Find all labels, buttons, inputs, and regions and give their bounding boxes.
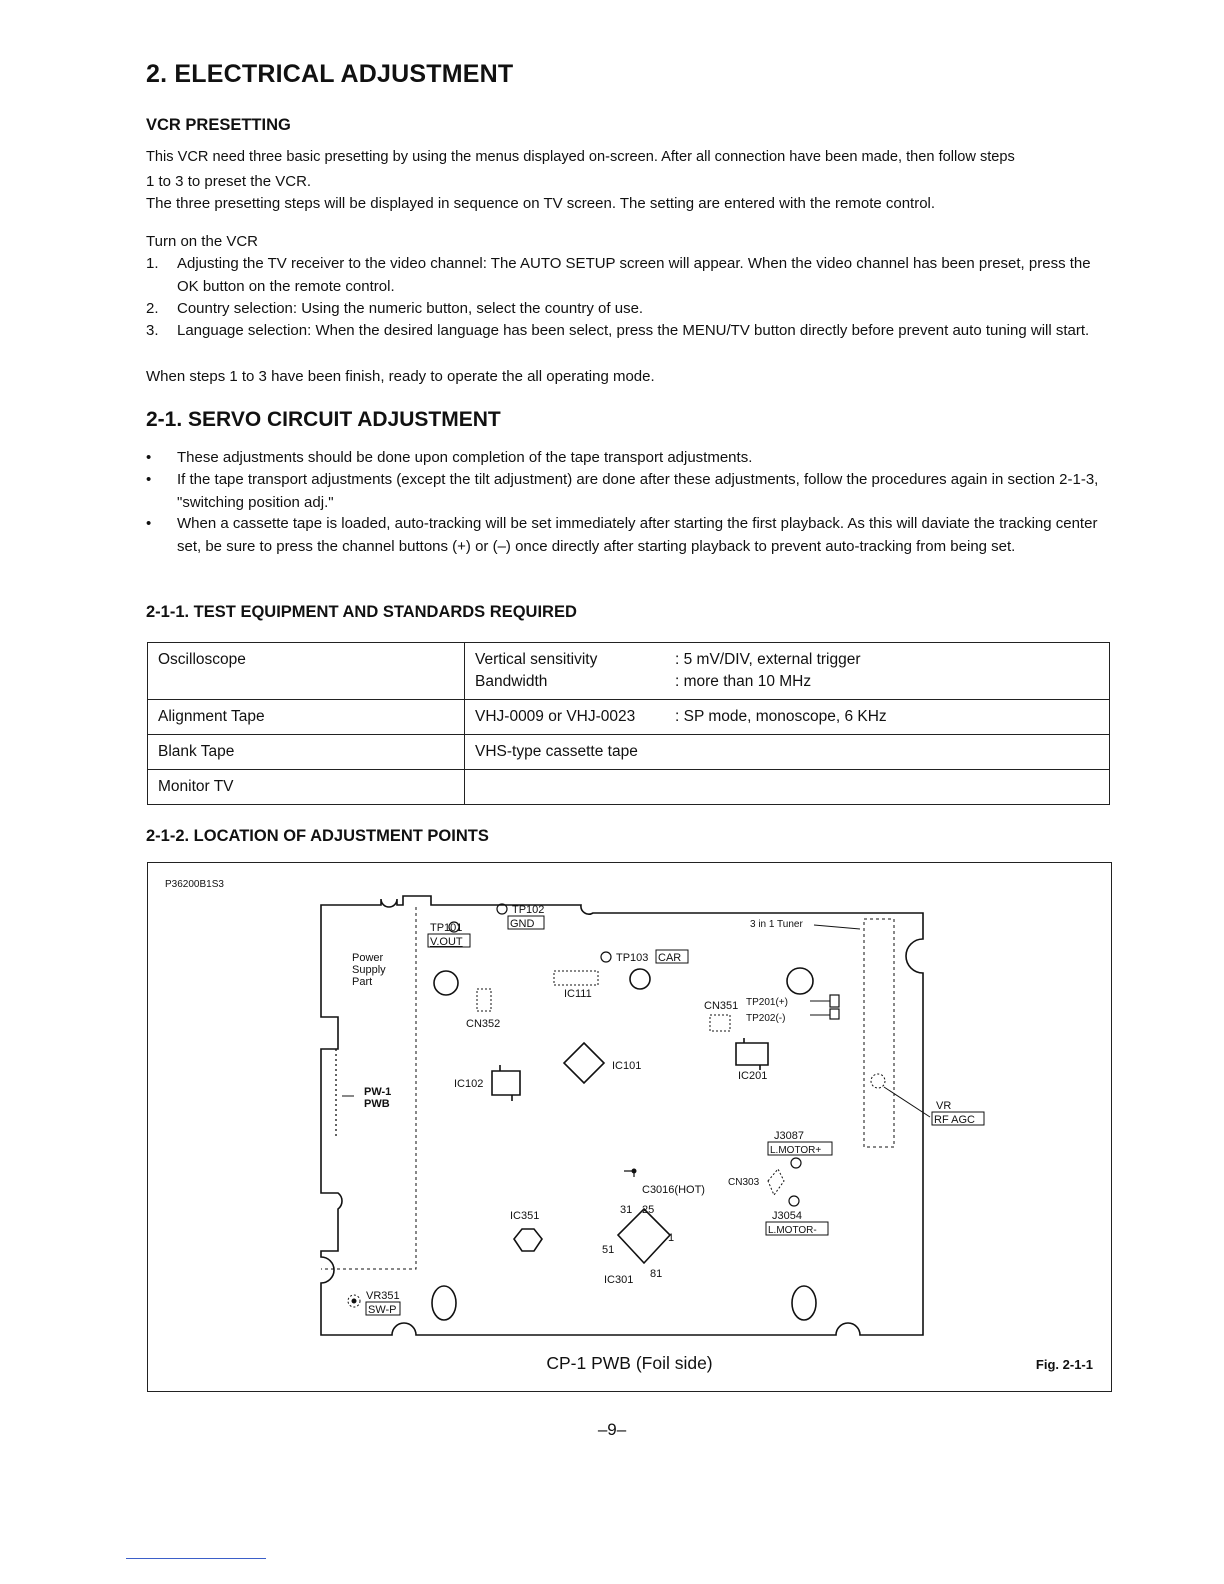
bullet-text: When a cassette tape is loaded, auto-tracking will be set immediately after starting the first playback. As this will daviate the tracking center set, be sure to press the channel buttons (+) or (–) once directly after starting playback to prevent auto-tracking from being set. <box>177 515 1098 555</box>
footer-link-line <box>126 1558 266 1559</box>
page-title: 2. ELECTRICAL ADJUSTMENT <box>146 60 514 88</box>
adjustment-points-figure <box>147 862 1112 1392</box>
equipment-heading: 2-1-1. TEST EQUIPMENT AND STANDARDS REQUIRED <box>146 603 577 621</box>
ic301-label: IC301 <box>604 1274 634 1286</box>
equipment-spec <box>465 700 1110 735</box>
step-item <box>146 319 1112 365</box>
j3054-label: J3054 <box>772 1210 802 1222</box>
table-row <box>148 700 1110 735</box>
vr351-label: VR351 <box>366 1290 400 1302</box>
step-text: Adjusting the TV receiver to the video channel: The AUTO SETUP screen will appear. When the video channel has been preset, press the OK button on the remote control. <box>177 255 1091 295</box>
table-row <box>148 735 1110 770</box>
spec-value: : 5 mV/DIV, external trigger <box>675 651 861 668</box>
equipment-spec <box>465 643 1110 700</box>
tp102-label: TP102 <box>512 904 545 916</box>
c3016-label: C3016(HOT) <box>642 1184 705 1196</box>
step-text: Language selection: When the desired language has been select, press the MENU/TV button directly before prevent auto tuning will start. <box>177 322 1090 339</box>
table-row <box>148 643 1110 700</box>
pw1-label: PW-1 <box>364 1086 392 1098</box>
pw1-label: PWB <box>364 1098 390 1110</box>
tp101-label: TP101 <box>430 922 463 934</box>
servo-heading: 2-1. SERVO CIRCUIT ADJUSTMENT <box>146 408 501 431</box>
pin-label: 1 <box>668 1232 675 1244</box>
ic101-chip <box>564 1043 604 1083</box>
pin-label: 81 <box>650 1268 663 1280</box>
spec-key: VHS-type cassette tape <box>475 743 638 760</box>
outro-text: When steps 1 to 3 have been finish, ready to operate the all operating mode. <box>146 368 655 385</box>
equipment-name: Blank Tape <box>148 735 465 770</box>
intro-line-2: 1 to 3 to preset the VCR. <box>146 173 312 190</box>
tp103-label: TP103 <box>616 952 649 964</box>
location-heading: 2-1-2. LOCATION OF ADJUSTMENT POINTS <box>146 827 489 845</box>
equipment-name: Oscilloscope <box>148 643 465 700</box>
cn303-label: CN303 <box>728 1177 760 1188</box>
bullet-icon: • <box>146 449 152 466</box>
figure-number: Fig. 2-1-1 <box>1035 1357 1093 1372</box>
swp-label: SW-P <box>368 1304 397 1316</box>
figure-code: P36200B1S3 <box>165 879 224 890</box>
bullet-icon: • <box>146 515 152 532</box>
spec-key: Vertical sensitivity <box>475 651 598 668</box>
vout-label: V.OUT <box>430 936 463 948</box>
car-label: CAR <box>658 952 682 964</box>
power-label: Part <box>352 976 373 988</box>
figure-caption: CP-1 PWB (Foil side) <box>546 1353 713 1373</box>
ic102-label: IC102 <box>454 1078 484 1090</box>
tuner-label: 3 in 1 Tuner <box>750 919 803 930</box>
ic351-chip <box>514 1229 542 1251</box>
ic351-label: IC351 <box>510 1210 540 1222</box>
equipment-spec <box>465 770 1110 805</box>
ic101-label: IC101 <box>612 1060 642 1072</box>
cn351-label: CN351 <box>704 1000 739 1012</box>
table-row <box>148 770 1110 805</box>
bullet-item <box>146 512 1112 581</box>
step-text: Country selection: Using the numeric button, select the country of use. <box>177 300 644 317</box>
power-label: Supply <box>352 964 386 976</box>
bullet-item <box>146 468 1112 514</box>
bullet-icon: • <box>146 471 152 488</box>
hole-circle <box>787 968 813 994</box>
tp201-label: TP201(+) <box>746 997 788 1008</box>
equipment-name: Monitor TV <box>148 770 465 805</box>
spec-key: VHJ-0009 or VHJ-0023 <box>475 708 636 725</box>
spec-value: : more than 10 MHz <box>675 673 812 690</box>
ic201-label: IC201 <box>738 1070 768 1082</box>
intro-line-1: This VCR need three basic presetting by using the menus displayed on-screen. After all connection have been made, then follow steps <box>146 149 1015 165</box>
ic301-chip <box>618 1209 670 1263</box>
pwb-diagram <box>148 863 1111 1353</box>
step-number: 3. <box>146 322 159 339</box>
pin-label: 51 <box>602 1244 615 1256</box>
power-label: Power <box>352 952 384 964</box>
bullet-text: If the tape transport adjustments (except the tilt adjustment) are done after these adjustments, follow the procedures again in section 2-1-3, "switching position adj." <box>177 471 1099 511</box>
spec-key: Bandwidth <box>475 673 548 690</box>
turn-on-text: Turn on the VCR <box>146 233 258 250</box>
bullet-text: These adjustments should be done upon completion of the tape transport adjustments. <box>177 449 753 466</box>
equipment-table <box>147 642 1110 805</box>
step-item <box>146 252 1112 298</box>
page-number: –9– <box>597 1420 627 1439</box>
step-item <box>146 297 1112 320</box>
intro-line-3: The three presetting steps will be displayed in sequence on TV screen. The setting are entered with the remote control. <box>146 195 936 212</box>
step-number: 2. <box>146 300 159 317</box>
lmotor-minus-label: L.MOTOR- <box>768 1225 817 1236</box>
ic111-label: IC111 <box>564 988 592 1000</box>
pin-label: 31 <box>620 1204 633 1216</box>
lmotor-plus-label: L.MOTOR+ <box>770 1145 822 1156</box>
cn352-label: CN352 <box>466 1018 501 1030</box>
equipment-name: Alignment Tape <box>148 700 465 735</box>
tp202-label: TP202(-) <box>746 1013 786 1024</box>
rf-agc-label: RF AGC <box>934 1114 975 1126</box>
bullet-item <box>146 446 1112 469</box>
vcr-presetting-heading: VCR PRESETTING <box>146 116 291 134</box>
gnd-label: GND <box>510 918 535 930</box>
vr-label: VR <box>936 1100 952 1112</box>
equipment-spec <box>465 735 1110 770</box>
pin-label: 25 <box>642 1204 655 1216</box>
step-number: 1. <box>146 255 159 272</box>
spec-value: : SP mode, monoscope, 6 KHz <box>675 708 887 725</box>
j3087-label: J3087 <box>774 1130 804 1142</box>
